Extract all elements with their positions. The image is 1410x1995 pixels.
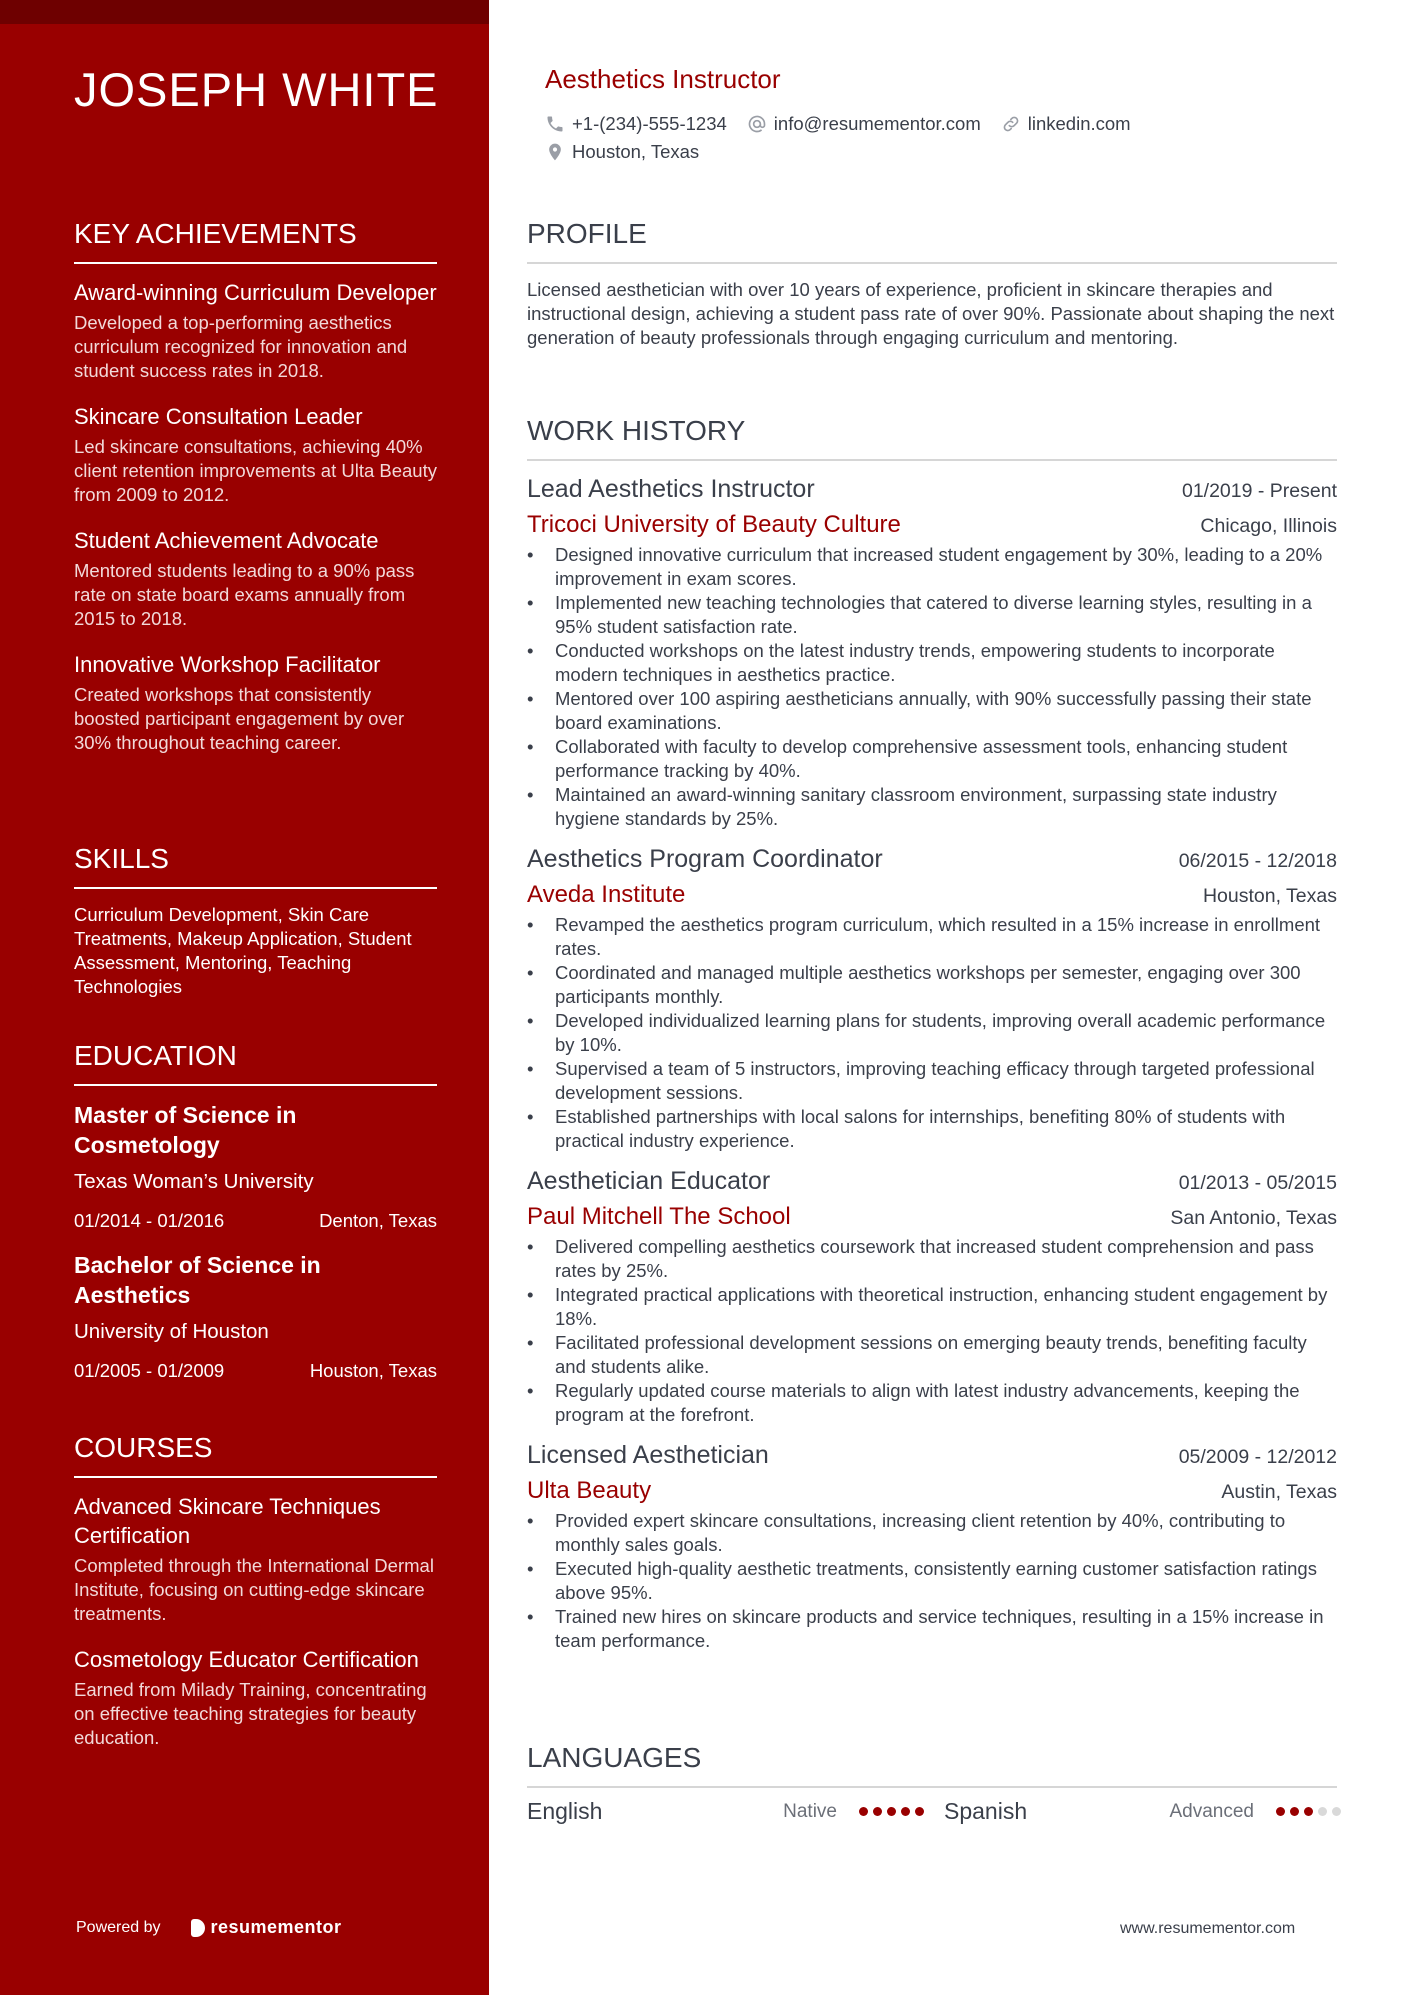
education-heading: EDUCATION [74,1040,437,1086]
job-title: Aesthetics Instructor [545,64,781,94]
job-company: Ulta Beauty [527,1477,652,1504]
location-text: Houston, Texas [572,141,700,162]
powered-by-label: Powered by [76,1918,161,1936]
rating-dot-filled [1304,1807,1313,1816]
achievement-title: Student Achievement Advocate [74,528,379,553]
rating-dot-empty [1318,1807,1327,1816]
language-level: Native [783,1800,837,1822]
achievement-desc: Developed a top-performing aesthetics curriculum recognized for innovation and student success rates in 2018. [74,312,408,381]
job-company: Aveda Institute [527,881,686,908]
education-school: University of Houston [74,1320,269,1343]
education-section [74,1040,437,1400]
job-entry [527,1167,1337,1427]
candidate-name: JOSEPH WHITE [74,63,439,116]
language-level: Advanced [1169,1800,1254,1822]
job-location: Chicago, Illinois [1200,515,1337,537]
achievement-item [74,650,437,755]
job-bullets [527,1235,1337,1427]
job-entry [527,475,1337,831]
rating-dot-filled [915,1807,924,1816]
job-bullet: • Revamped the aesthetics program curriculum, which resulted in a 15% increase in enrollment rates. [527,913,1337,961]
job-bullet: • Provided expert skincare consultations, increasing client retention by 40%, contributing to monthly sales goals. [527,1509,1337,1557]
job-bullet: • Conducted workshops on the latest industry trends, empowering students to incorporate modern techniques in aesthetics practice. [527,639,1337,687]
courses-heading: COURSES [74,1432,437,1478]
achievement-title: Award-winning Curriculum Developer [74,280,437,305]
job-entry [527,845,1337,1153]
course-desc: Earned from Milady Training, concentrating on effective teaching strategies for beauty education. [74,1679,427,1748]
job-bullet: • Designed innovative curriculum that increased student engagement by 30%, leading to a 20% improvement in exam scores. [527,543,1337,591]
brand-logo[interactable] [191,1917,342,1938]
education-degree: Bachelor of Science in Aesthetics [74,1252,321,1308]
profile-heading: PROFILE [527,218,1337,264]
rating-dot-filled [873,1807,882,1816]
job-bullet: • Implemented new teaching technologies that catered to diverse learning styles, resulting in a 95% student satisfaction rate. [527,591,1337,639]
job-company: Tricoci University of Beauty Culture [527,511,901,538]
at-icon [747,114,767,134]
contact-linkedin[interactable] [1001,113,1131,135]
skills-heading: SKILLS [74,843,437,889]
profile-text: Licensed aesthetician with over 10 years of experience, proficient in skincare therapies and instructional design, achieving a student pass rate of over 90%. Passionate about shaping the next generation of beauty professionals through engaging curriculum and mentoring. [527,279,1335,348]
job-bullets [527,913,1337,1153]
achievement-title: Skincare Consultation Leader [74,404,363,429]
education-location: Denton, Texas [319,1210,437,1231]
job-entry [527,1441,1337,1653]
job-bullet: • Delivered compelling aesthetics coursework that increased student comprehension and pass rates by 25%. [527,1235,1337,1283]
course-item [74,1492,437,1626]
sidebar [0,0,489,1995]
course-title: Advanced Skincare Techniques Certification [74,1494,381,1548]
achievement-item [74,278,437,383]
location-pin-icon [545,142,565,162]
work-history-heading: WORK HISTORY [527,415,1337,461]
job-bullet: • Coordinated and managed multiple aesthetics workshops per semester, engaging over 300 participants monthly. [527,961,1337,1009]
contact-email[interactable] [747,113,981,135]
job-dates: 01/2019 - Present [1181,480,1337,502]
education-school: Texas Woman’s University [74,1170,314,1193]
job-bullet: • Established partnerships with local salons for internships, benefiting 80% of students with practical industry experience. [527,1105,1337,1153]
language-rating [859,1807,924,1816]
rating-dot-filled [1276,1807,1285,1816]
achievement-item [74,526,437,631]
job-dates: 01/2013 - 05/2015 [1178,1172,1337,1194]
contact-location [545,141,699,163]
job-bullet: • Developed individualized learning plans for students, improving overall academic performance by 10%. [527,1009,1337,1057]
job-role: Licensed Aesthetician [527,1441,769,1469]
language-rating [1276,1807,1341,1816]
job-location: Houston, Texas [1202,885,1337,907]
education-location: Houston, Texas [309,1360,437,1381]
job-bullet: • Maintained an award-winning sanitary classroom environment, surpassing state industry hygiene standards by 25%. [527,783,1337,831]
achievement-desc: Created workshops that consistently boosted participant engagement by over 30% throughout teaching career. [74,684,405,753]
link-icon [1001,114,1021,134]
job-bullet: • Trained new hires on skincare products and service techniques, resulting in a 15% increase in team performance. [527,1605,1337,1653]
achievement-desc: Mentored students leading to a 90% pass rate on state board exams annually from 2015 to 2018. [74,560,415,629]
job-bullets [527,1509,1337,1653]
course-desc: Completed through the International Dermal Institute, focusing on cutting-edge skincare treatments. [74,1555,434,1624]
language-name: English [527,1798,603,1824]
resumementor-logo-icon [191,1919,205,1937]
language-item [527,1798,924,1825]
rating-dot-filled [887,1807,896,1816]
course-title: Cosmetology Educator Certification [74,1647,419,1672]
language-item [944,1798,1341,1825]
phone-text: +1-(234)-555-1234 [572,113,727,134]
rating-dot-filled [901,1807,910,1816]
education-item [74,1250,437,1382]
job-bullet: • Integrated practical applications with theoretical instruction, enhancing student engagement by 18%. [527,1283,1337,1331]
job-company: Paul Mitchell The School [527,1203,791,1230]
course-item [74,1645,437,1750]
skills-section [74,843,437,999]
education-dates: 01/2005 - 01/2009 [74,1360,225,1381]
language-name: Spanish [944,1798,1028,1824]
achievement-desc: Led skincare consultations, achieving 40% client retention improvements at Ulta Beauty from 2009 to 2012. [74,436,437,505]
sidebar-top-bar [0,0,489,24]
job-location: San Antonio, Texas [1170,1207,1337,1229]
phone-icon [545,114,565,134]
achievement-item [74,402,437,507]
job-dates: 06/2015 - 12/2018 [1178,850,1337,872]
education-item [74,1100,437,1232]
linkedin-text: linkedin.com [1027,113,1131,134]
job-bullets [527,543,1337,831]
powered-by [76,1917,342,1938]
education-dates: 01/2014 - 01/2016 [74,1210,225,1231]
brand-name: resumementor [210,1917,342,1937]
education-degree: Master of Science in Cosmetology [74,1102,297,1158]
job-bullet: • Facilitated professional development sessions on emerging beauty trends, benefiting faculty and students alike. [527,1331,1337,1379]
footer-url[interactable]: www.resumementor.com [1120,1920,1296,1937]
contact-phone[interactable] [545,113,727,135]
contact-row [545,113,1131,135]
job-bullet: • Executed high-quality aesthetic treatments, consistently earning customer satisfaction ratings above 95%. [527,1557,1337,1605]
job-role: Aesthetician Educator [527,1167,771,1195]
key-achievements-heading: KEY ACHIEVEMENTS [74,218,437,264]
rating-dot-filled [1290,1807,1299,1816]
job-bullet: • Supervised a team of 5 instructors, improving teaching efficacy through targeted professional development sessions. [527,1057,1337,1105]
job-bullet: • Mentored over 100 aspiring aestheticians annually, with 90% successfully passing their state board examinations. [527,687,1337,735]
courses-section [74,1432,437,1769]
rating-dot-empty [1332,1807,1341,1816]
job-bullet: • Collaborated with faculty to develop comprehensive assessment tools, enhancing student performance tracking by 40%. [527,735,1337,783]
email-text: info@resumementor.com [773,113,981,134]
profile-section [527,218,1337,350]
languages-section [527,1742,1337,1825]
job-location: Austin, Texas [1221,1481,1337,1503]
languages-heading: LANGUAGES [527,1742,1337,1788]
job-dates: 05/2009 - 12/2012 [1178,1446,1337,1468]
work-history-section [527,415,1337,1667]
job-role: Lead Aesthetics Instructor [527,475,815,503]
rating-dot-filled [859,1807,868,1816]
key-achievements-section [74,218,437,774]
job-bullet: • Regularly updated course materials to align with latest industry advancements, keeping the program at the forefront. [527,1379,1337,1427]
job-role: Aesthetics Program Coordinator [527,845,883,873]
achievement-title: Innovative Workshop Facilitator [74,652,381,677]
skills-list: Curriculum Development, Skin Care Treatments, Makeup Application, Student Assessment, Mentoring, Teaching Technologies [74,904,412,997]
